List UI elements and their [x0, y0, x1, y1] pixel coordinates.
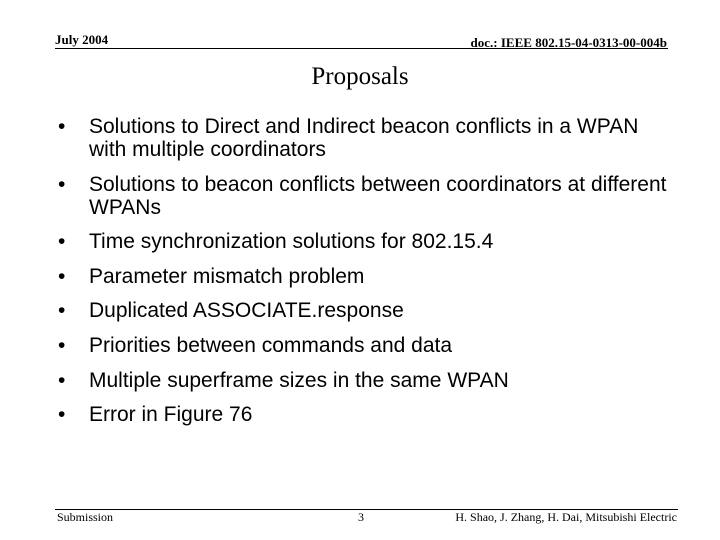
page-number: 3: [358, 510, 364, 524]
bullet-icon: •: [58, 264, 66, 288]
bullet-text: Priorities between commands and data: [89, 333, 453, 357]
bullet-item: [58, 403, 678, 426]
bullet-icon: •: [58, 299, 66, 323]
bullet-text: Parameter mismatch problem: [89, 264, 365, 288]
header-date: July 2004: [55, 32, 109, 47]
bullet-icon: •: [58, 333, 66, 357]
bullet-icon: •: [58, 115, 66, 138]
bullet-item: [58, 173, 678, 219]
bullet-item: [58, 115, 678, 161]
footer-authors: H. Shao, J. Zhang, H. Dai, Mitsubishi Electric: [455, 510, 677, 524]
document-id: doc.: IEEE 802.15-04-0313-00-004b: [470, 35, 667, 50]
bullet-text: Solutions to Direct and Indirect beacon conflicts in a WPAN with multiple coordinators: [89, 115, 639, 161]
bullet-item: [58, 265, 678, 288]
bullet-item: [58, 299, 678, 322]
bullet-icon: •: [58, 403, 66, 427]
bullet-text: Solutions to beacon conflicts between coordinators at different WPANs: [89, 172, 667, 219]
bullet-icon: •: [58, 368, 66, 392]
footer-submission: Submission: [57, 510, 114, 524]
bullet-icon: •: [58, 230, 66, 254]
bullet-text: Time synchronization solutions for 802.15.4: [89, 230, 494, 254]
bullet-item: [58, 230, 678, 253]
bullet-item: [58, 369, 678, 392]
bullet-text: Multiple superframe sizes in the same WPAN: [89, 368, 509, 392]
bullet-icon: •: [58, 172, 66, 196]
bullet-text: Error in Figure 76: [89, 403, 253, 427]
bullet-item: [58, 334, 678, 357]
bullet-list: [58, 115, 678, 438]
slide-title: Proposals: [311, 63, 409, 90]
header-divider: [55, 48, 668, 49]
bullet-text: Duplicated ASSOCIATE.response: [89, 299, 404, 323]
